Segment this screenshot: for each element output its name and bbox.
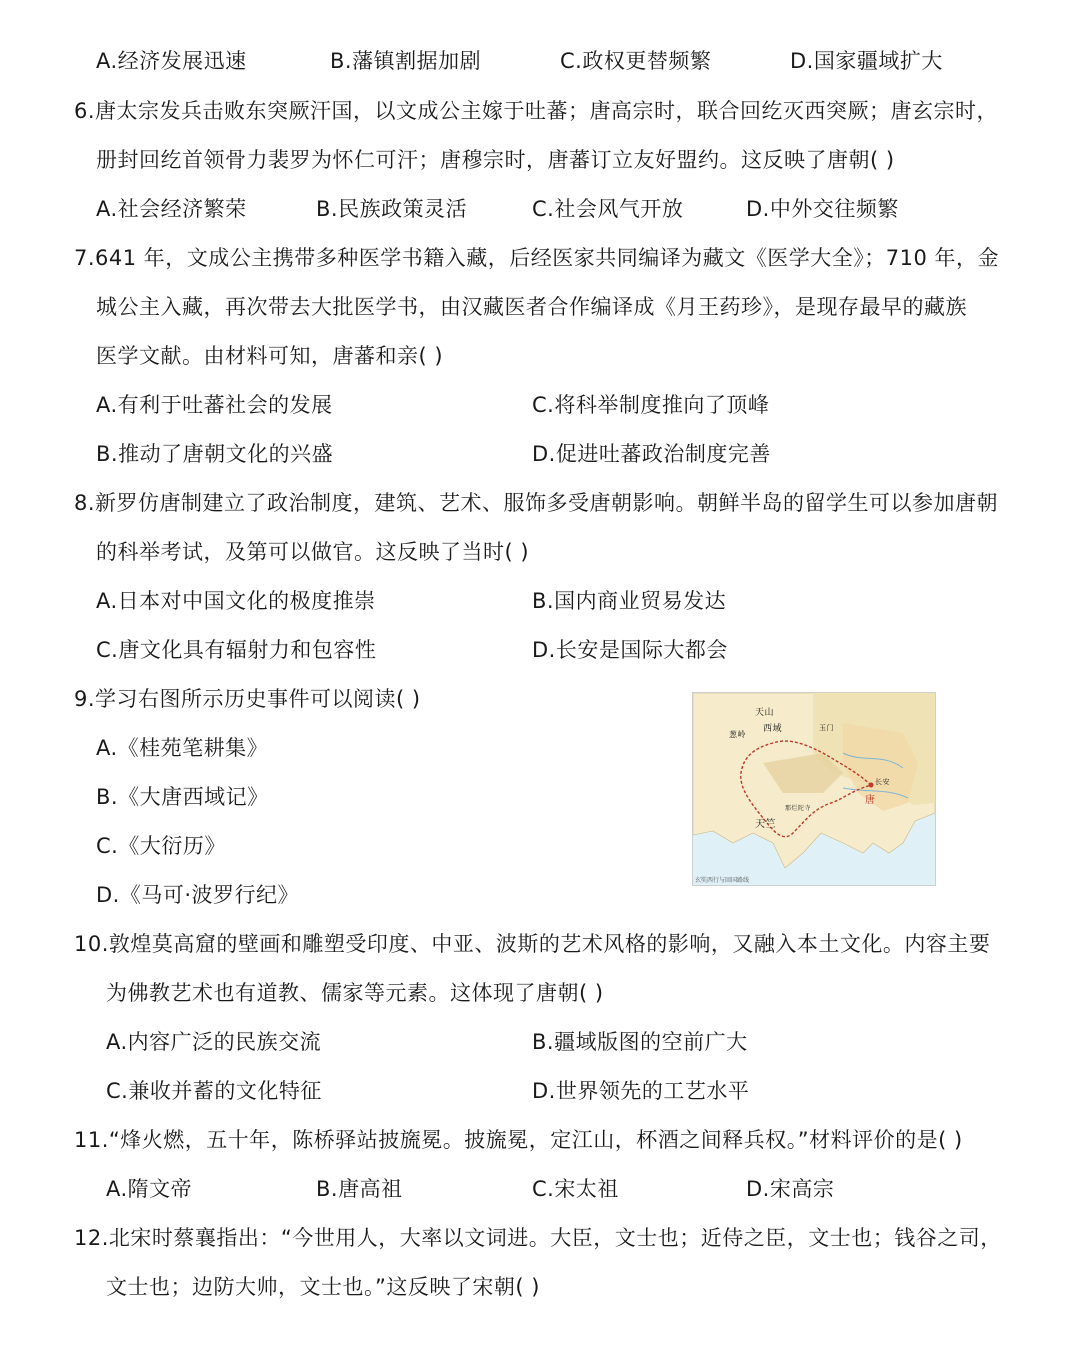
q8-stem-line1: 8.新罗仿唐制建立了政治制度，建筑、艺术、服饰多受唐朝影响。朝鲜半岛的留学生可以参加唐朝 — [74, 491, 999, 515]
q8-stem-line2: 的科举考试，及第可以做官。这反映了当时( ) — [96, 540, 530, 564]
xuanzang-route-map — [692, 692, 936, 886]
q11-stem: 11.“烽火燃，五十年，陈桥驿站披旒冕。披旒冕，定江山，杯酒之间释兵权。”材料评价的是( ) — [74, 1128, 963, 1152]
q9-option-d: D.《马可·波罗行纪》 — [96, 883, 300, 907]
q12-stem-line2: 文士也；边防大帅，文士也。”这反映了宋朝( ) — [106, 1275, 540, 1299]
map-label-congling: 葱岭 — [729, 730, 746, 739]
map-label-changan: 长安 — [875, 778, 890, 786]
q11-option-d: D.宋高宗 — [746, 1177, 835, 1201]
q5-option-d: D.国家疆域扩大 — [790, 49, 943, 73]
map-label-tang: 唐 — [865, 795, 876, 806]
map-graphic — [693, 693, 935, 885]
q10-stem-line1: 10.敦煌莫高窟的壁画和雕塑受印度、中亚、波斯的艺术风格的影响，又融入本土文化。内容主要 — [74, 932, 991, 956]
q11-option-c: C.宋太祖 — [532, 1177, 619, 1201]
q7-option-d: D.促进吐蕃政治制度完善 — [532, 442, 771, 466]
q10-option-a: A.内容广泛的民族交流 — [106, 1030, 322, 1054]
q6-stem-line1: 6.唐太宗发兵击败东突厥汗国，以文成公主嫁于吐蕃；唐高宗时，联合回纥灭西突厥；唐玄宗时， — [74, 99, 999, 123]
q5-option-b: B.藩镇割据加剧 — [330, 49, 482, 73]
q7-stem-line1: 7.641 年，文成公主携带多种医学书籍入藏，后经医家共同编译为藏文《医学大全》；710 年，金 — [74, 246, 1000, 270]
map-label-tianzhu: 天竺 — [755, 819, 776, 830]
q11-option-b: B.唐高祖 — [316, 1177, 403, 1201]
q6-stem-line2: 册封回纥首领骨力裴罗为怀仁可汗；唐穆宗时，唐蕃订立友好盟约。这反映了唐朝( ) — [96, 148, 895, 172]
map-label-tianshan: 天山 — [755, 708, 775, 718]
q7-option-c: C.将科举制度推向了顶峰 — [532, 393, 770, 417]
map-label-xiyu: 西域 — [763, 724, 783, 734]
q7-option-a: A.有利于吐蕃社会的发展 — [96, 393, 333, 417]
q7-stem-line2: 城公主入藏，再次带去大批医学书，由汉藏医者合作编译成《月王药珍》，是现存最早的藏族 — [96, 295, 967, 319]
q9-option-a: A.《桂苑笔耕集》 — [96, 736, 269, 760]
q10-option-c: C.兼收并蓄的文化特征 — [106, 1079, 322, 1103]
q12-stem-line1: 12.北宋时蔡襄指出：“今世用人，大率以文词进。大臣，文士也；近侍之臣，文士也；钱谷之司， — [74, 1226, 1002, 1250]
q10-stem-line2: 为佛教艺术也有道教、儒家等元素。这体现了唐朝( ) — [106, 981, 604, 1005]
q9-option-b: B.《大唐西域记》 — [96, 785, 269, 809]
q6-option-c: C.社会风气开放 — [532, 197, 684, 221]
q8-option-c: C.唐文化具有辐射力和包容性 — [96, 638, 377, 662]
q9-option-c: C.《大衍历》 — [96, 834, 226, 858]
q7-option-b: B.推动了唐朝文化的兴盛 — [96, 442, 334, 466]
q5-option-c: C.政权更替频繁 — [560, 49, 712, 73]
q10-option-b: B.疆域版图的空前广大 — [532, 1030, 748, 1054]
map-label-yumen: 玉门 — [819, 724, 834, 732]
q9-stem: 9.学习右图所示历史事件可以阅读( ) — [74, 687, 421, 711]
q10-option-d: D.世界领先的工艺水平 — [532, 1079, 750, 1103]
q7-stem-line3: 医学文献。由材料可知，唐蕃和亲( ) — [96, 344, 444, 368]
q8-option-d: D.长安是国际大都会 — [532, 638, 728, 662]
q8-option-a: A.日本对中国文化的极度推崇 — [96, 589, 376, 613]
map-caption: 玄奘西行与回国路线 — [695, 877, 750, 884]
q6-option-d: D.中外交往频繁 — [746, 197, 899, 221]
q6-option-a: A.社会经济繁荣 — [96, 197, 247, 221]
q6-option-b: B.民族政策灵活 — [316, 197, 468, 221]
map-label-nalanto: 那烂陀寺 — [785, 805, 812, 812]
q5-option-a: A.经济发展迅速 — [96, 49, 247, 73]
q11-option-a: A.隋文帝 — [106, 1177, 193, 1201]
q8-option-b: B.国内商业贸易发达 — [532, 589, 727, 613]
